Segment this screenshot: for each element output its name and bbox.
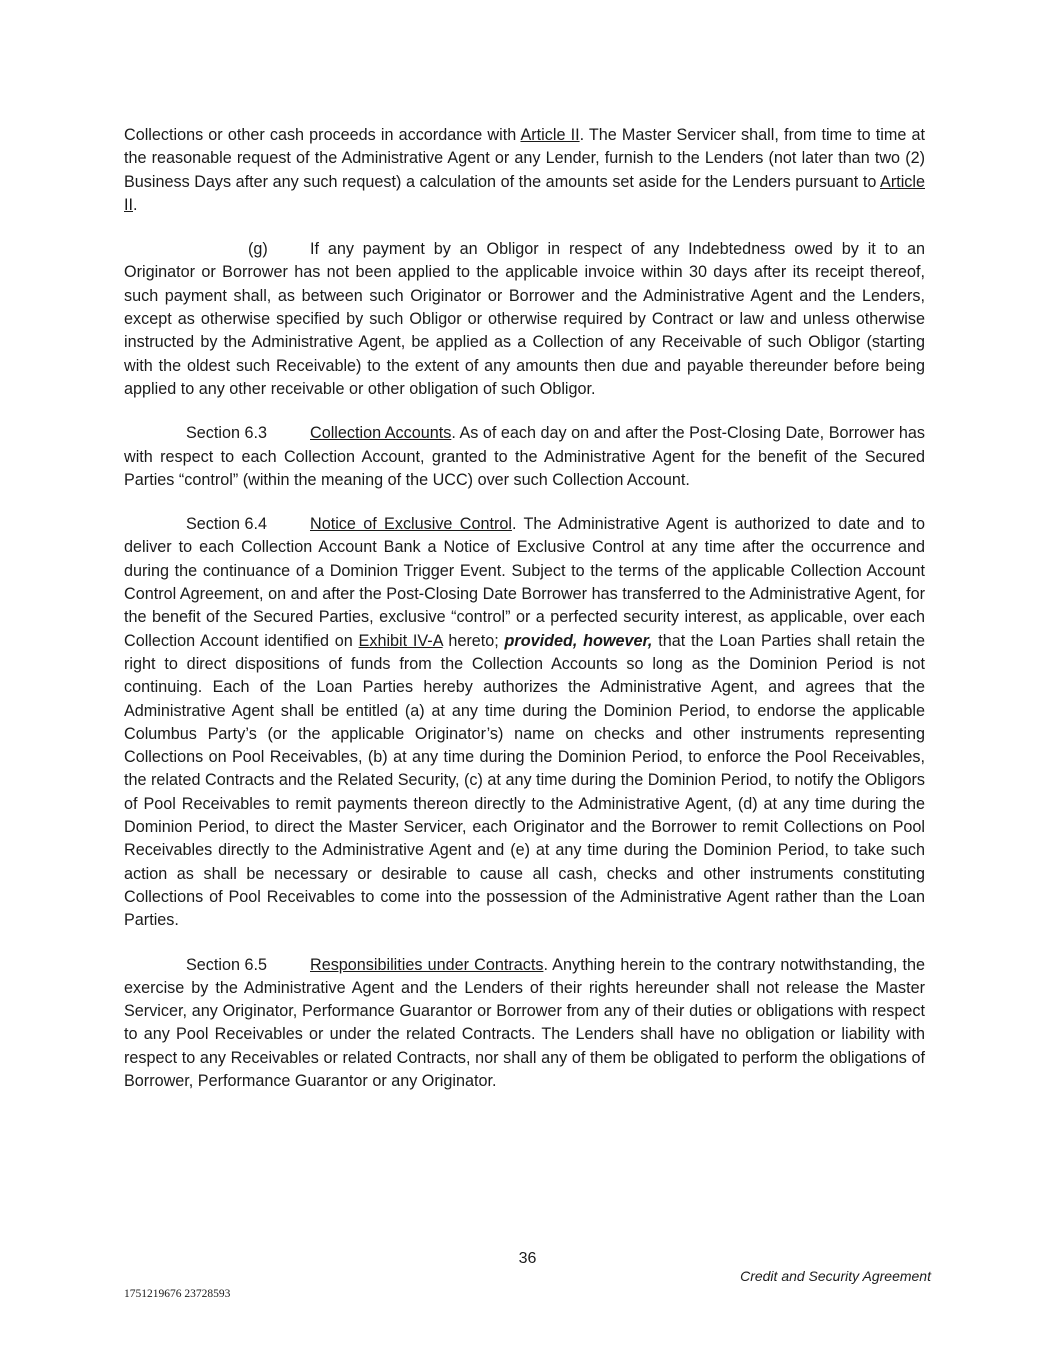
section-heading: Collection Accounts — [310, 424, 452, 443]
article-ii-reference: Article II — [520, 126, 580, 144]
section-number: Section 6.3 — [186, 424, 267, 443]
footer-document-title: Credit and Security Agreement — [740, 1268, 931, 1284]
paragraph-text: hereto; — [442, 631, 505, 650]
paragraph-text: that the Loan Parties shall retain the right to direct dispositions of funds from the Collection Accounts so long as the Dominion Period is not continuing. Each of the Loan Parties hereby authorizes the Administrative Agent, and agrees that the Administrative Agent shall be entitled (a) at any time during the Dominion Period, to endorse the applicable Columbus Party’s (or the applicable Originator’s) name on checks and other instruments representing Collections on Pool Receivables, (b) at any time during the Dominion Period, to enforce the Pool Receivables, the related Contracts and the Related Security, (c) at any time during the Dominion Period, to notify the Obligors of Pool Receivables to remit payments thereon directly to the Administrative Agent, (d) at any time during the Dominion Period, to direct the Master Servicer, each Originator and the Borrower to remit Collections on Pool Receivables directly to the Administrative Agent and (e) at any time during the Dominion Period, to take such action as shall be necessary or desirable to cause all cash, checks and other instruments constituting Collections of Pool Receivables to come into the possession of the Administrative Agent rather than the Loan Parties. — [124, 631, 925, 930]
paragraph-text: . As of each day on and after the Post-Closing Date, Borrower has with respect to each Collection Account, granted to the Administrative Agent for the benefit of the Secured Parties “control” (within the meaning of the UCC) over such Collection Account. — [124, 424, 925, 489]
section-heading: Responsibilities under Contracts — [310, 955, 544, 974]
section-6-4 — [124, 513, 925, 932]
paragraph-text: If any payment by an Obligor in respect of any Indebtedness owed by it to an Originator or Borrower has not been applied to the applicable invoice within 30 days after its receipt thereof, such payment shall, as between such Originator or Borrower and the Administrative Agent and the Lenders, except as otherwise specified by such Obligor or otherwise required by Contract or law and unless otherwise instructed by the Administrative Agent, be applied as a Collection of any Receivable of such Obligor (starting with the oldest such Receivable) to the extent of any amounts then due and payable thereunder before being applied to any other receivable or other obligation of such Obligor. — [124, 240, 925, 398]
paragraph-text: . The Master Servicer shall, from time to time at the reasonable request of the Administrative Agent or any Lender, furnish to the Lenders (not later than two (2) Business Days after any such request) a calculation of the amounts set aside for the Lenders pursuant to — [124, 126, 925, 191]
clause-label: (g) — [248, 240, 268, 259]
section-6-3 — [124, 422, 925, 492]
section-6-5 — [124, 954, 925, 1094]
paragraph-text: . — [133, 195, 138, 214]
paragraph-collections-continued — [124, 124, 925, 217]
footer-document-id: 1751219676 23728593 — [124, 1288, 231, 1300]
page-number: 36 — [518, 1250, 537, 1267]
section-heading: Notice of Exclusive Control — [310, 515, 512, 534]
paragraph-clause-g — [124, 238, 925, 401]
article-ii-reference: Article II — [124, 172, 925, 214]
exhibit-reference: Exhibit IV-A — [358, 631, 443, 650]
paragraph-text: . The Administrative Agent is authorized to date and to deliver to each Collection Account Bank a Notice of Exclusive Control at any time after the occurrence and during the continuance of a Dominion Trigger Event. Subject to the terms of the applicable Collection Account Control Agreement, on and after the Post-Closing Date Borrower has transferred to the Administrative Agent, for the benefit of the Secured Parties, exclusive “control” or a perfected security interest, as applicable, over each Collection Account identified on — [124, 515, 925, 650]
section-number: Section 6.4 — [186, 515, 267, 534]
paragraph-text: Collections or other cash proceeds in accordance with — [124, 126, 521, 144]
page-body — [124, 124, 925, 1114]
section-number: Section 6.5 — [186, 955, 267, 974]
proviso-text: provided, however, — [504, 631, 653, 650]
paragraph-text: . Anything herein to the contrary notwithstanding, the exercise by the Administrative Agent and the Lenders of their rights hereunder shall not release the Master Servicer, any Originator, Performance Guarantor or Borrower from any of their duties or obligations with respect to any Pool Receivables or under the related Contracts. The Lenders shall have no obligation or liability with respect to any Receivables or related Contracts, nor shall any of them be obligated to perform the obligations of Borrower, Performance Guarantor or any Originator. — [124, 955, 926, 1090]
